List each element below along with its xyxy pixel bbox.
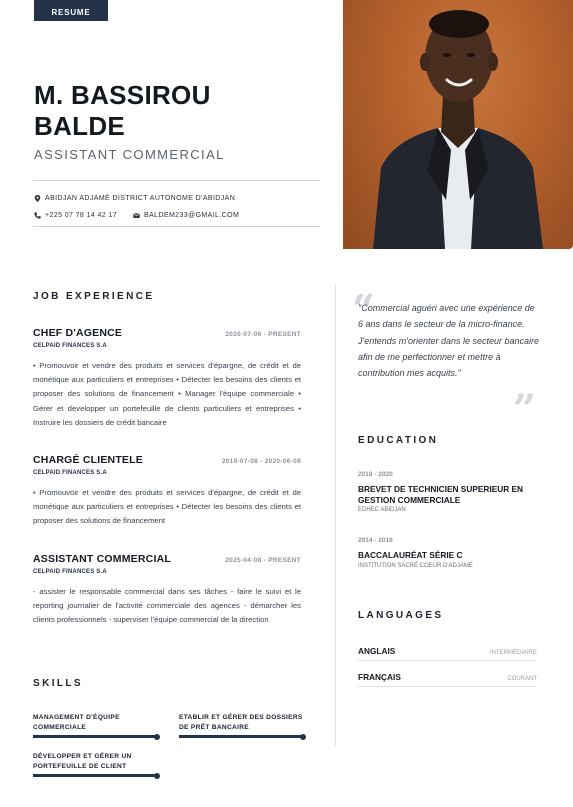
job-dates: 2019-07-08 - 2020-06-08 (221, 458, 301, 465)
skill-bar (33, 774, 157, 777)
open-quote-icon: “ (352, 286, 376, 333)
job-entry (33, 454, 301, 529)
job-dates: 2025-04-08 - PRESENT (225, 557, 301, 564)
education-dates: 2014 - 2016 (358, 537, 393, 544)
job-description: • Promouvoir et vendre des produits et services d'épargne, de crédit et de monétique aux particuliers et entreprises • Détecter les besoins des clients et proposer des solutions de financement • Manager l'équipe commerciale • Gérer et developper un portefeuille de clients particuliers et entreprises • Instruire les dossiers de crédit bancaire (33, 361, 301, 427)
name-line-1: M. BASSIROU (34, 80, 211, 110)
email-text[interactable]: BALDEM233@GMAIL.COM (144, 212, 240, 219)
language-level: COURANT (507, 676, 537, 682)
job-company: CELPAID FINANCES S.A (33, 470, 107, 476)
envelope-icon (133, 212, 140, 219)
education-school: INSTITUTION SACRÉ COEUR D'ADJAMÉ (358, 562, 473, 569)
profile-photo (343, 0, 573, 249)
job-entry (33, 327, 301, 430)
language-name: FRANÇAIS (358, 672, 401, 682)
location-pin-icon (34, 195, 41, 202)
education-entry (358, 471, 538, 513)
education-entry (358, 537, 538, 569)
job-title: ASSISTANT COMMERCIAL (33, 553, 171, 565)
profile-summary: "Commercial aguéri avec une expérience de 6 ans dans le secteur de la micro-finance. J'entends m'orienter dans le secteur bancaire afin de me perfectionner et mettre à contribution mes acquits." (358, 303, 540, 379)
section-title-experience: JOB EXPERIENCE (33, 291, 155, 302)
education-dates: 2018 - 2020 (358, 471, 393, 478)
divider (33, 180, 320, 181)
education-degree: BREVET DE TECHNICIEN SUPERIEUR EN GESTION COMMERCIALE (358, 484, 524, 505)
skill-label: ETABLIR ET GÉRER DES DOSSIERS DE PRÊT BANCAIRE (179, 714, 303, 731)
divider (33, 226, 320, 227)
resume-tag: RESUME (34, 0, 108, 21)
job-description: • Promouvoir et vendre des produits et services d'épargne, de crédit et de monétique aux particuliers et entreprises • Détecter les besoins des clients et proposer des solutions de financement (33, 488, 301, 526)
job-title: CHARGÉ CLIENTELE (33, 454, 143, 466)
skill-label: MANAGEMENT D'ÉQUIPE COMMERCIALE (33, 714, 120, 731)
portrait-illustration (343, 0, 573, 249)
section-title-skills: SKILLS (33, 678, 83, 689)
section-title-education: EDUCATION (358, 435, 439, 446)
phone-text[interactable]: +225 07 78 14 42 17 (45, 212, 118, 219)
education-degree: BACCALAURÉAT SÉRIE C (358, 550, 463, 560)
section-title-languages: LANGUAGES (358, 610, 444, 621)
job-company: CELPAID FINANCES S.A (33, 569, 107, 575)
phone-icon (34, 212, 41, 219)
skill-bar (33, 735, 157, 738)
job-role: ASSISTANT COMMERCIAL (34, 147, 225, 162)
language-row (358, 646, 537, 661)
contact-phone (34, 212, 117, 219)
job-title: CHEF D'AGENCE (33, 327, 123, 339)
job-description: - assister le responsable commercial dans ses tâches - faire le suivi et le reporting journalier de l'activité commerciale des agences - démarcher les clients professionnels - superviser l'équipe commercial de la direction (33, 587, 301, 625)
name-line-2: BALDE (34, 111, 126, 141)
language-level: INTERMÉDIAIRE (489, 650, 537, 656)
contact-email (133, 212, 239, 219)
language-name: ANGLAIS (358, 646, 396, 656)
education-school: EDHEC ABIDJAN (358, 507, 406, 513)
address-text: ABIDJAN ADJAMÉ DISTRICT AUTONOME D'ABIDJAN (45, 195, 236, 202)
skill-item (179, 713, 303, 738)
close-quote-icon: ” (513, 386, 537, 433)
job-entry (33, 553, 301, 628)
column-divider (335, 284, 336, 746)
contact-address (34, 195, 235, 202)
full-name (34, 80, 211, 142)
job-dates: 2020-07-06 - PRESENT (225, 331, 301, 338)
language-row (358, 672, 537, 687)
skill-label: DÉVELOPPER ET GÉRER UN PORTEFEUILLE DE CLIENT (33, 753, 132, 770)
skill-item (33, 752, 157, 777)
skill-bar (179, 735, 303, 738)
job-company: CELPAID FINANCES S.A (33, 343, 107, 349)
skill-item (33, 713, 157, 738)
